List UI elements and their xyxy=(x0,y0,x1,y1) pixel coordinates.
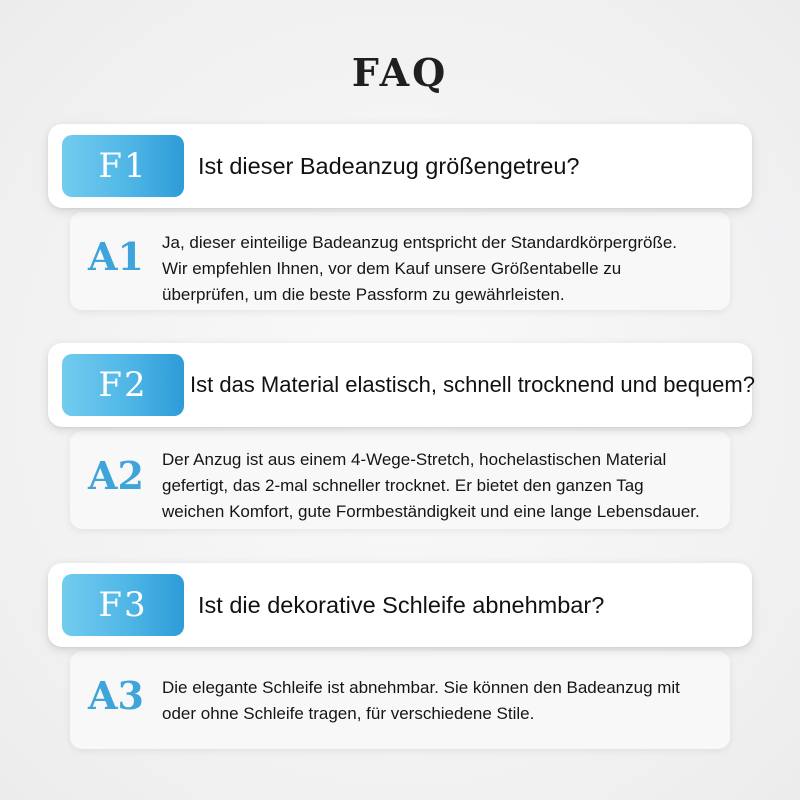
question-text: Ist dieser Badeanzug größengetreu? xyxy=(198,152,580,179)
answer-card xyxy=(70,431,730,529)
question-badge: F1 xyxy=(62,135,184,197)
answer-line: oder ohne Schleife tragen, für verschiedene Stile. xyxy=(162,704,535,723)
answer-line: weichen Komfort, gute Formbeständigkeit und eine lange Lebensdauer. xyxy=(162,502,700,521)
answer-text xyxy=(162,447,720,525)
answer-line: Die elegante Schleife ist abnehmbar. Sie können den Badeanzug mit xyxy=(162,678,680,697)
answer-text xyxy=(162,675,720,727)
answer-label: A2 xyxy=(88,453,144,498)
answer-label: A1 xyxy=(88,234,144,279)
answer-card xyxy=(70,212,730,310)
page-title: FAQ xyxy=(351,50,449,95)
question-bar[interactable] xyxy=(48,343,755,427)
answer-line: Ja, dieser einteilige Badeanzug entspricht der Standardkörpergröße. xyxy=(162,233,678,252)
answer-label: A3 xyxy=(88,673,144,718)
question-badge: F2 xyxy=(62,354,184,416)
answer-line: Der Anzug ist aus einem 4-Wege-Stretch, hochelastischen Material xyxy=(162,450,667,469)
answer-line: gefertigt, das 2-mal schneller trocknet. Er bietet den ganzen Tag xyxy=(162,476,644,495)
question-badge: F3 xyxy=(62,574,184,636)
question-bar[interactable] xyxy=(48,563,752,647)
question-bar[interactable] xyxy=(48,124,752,208)
answer-line: überprüfen, um die beste Passform zu gewährleisten. xyxy=(162,285,565,304)
answer-text xyxy=(162,230,720,308)
question-text: Ist das Material elastisch, schnell trocknend und bequem? xyxy=(190,372,755,397)
answer-line: Wir empfehlen Ihnen, vor dem Kauf unsere Größentabelle zu xyxy=(162,259,622,278)
answer-card xyxy=(70,651,730,749)
question-text: Ist die dekorative Schleife abnehmbar? xyxy=(198,591,605,618)
